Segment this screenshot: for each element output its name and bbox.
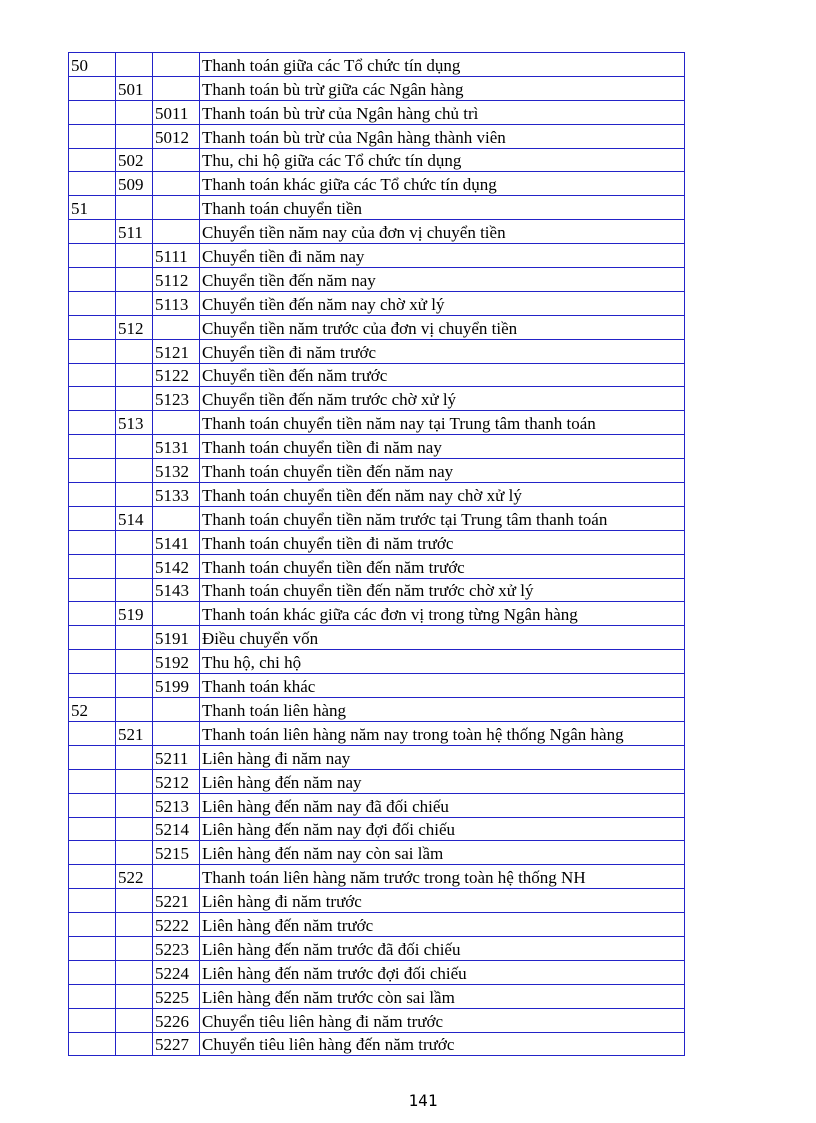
account-code-cell — [153, 506, 200, 530]
table-row — [69, 196, 685, 220]
account-code-cell — [153, 315, 200, 339]
account-group-cell: 501 — [116, 76, 153, 100]
account-name-cell: Thanh toán liên hàng — [200, 698, 685, 722]
account-name-cell: Liên hàng đến năm trước đợi đối chiếu — [200, 960, 685, 984]
table-row — [69, 268, 685, 292]
table-row — [69, 315, 685, 339]
table-row — [69, 889, 685, 913]
table-row — [69, 554, 685, 578]
account-name-cell: Thu hộ, chi hộ — [200, 650, 685, 674]
account-name-cell: Liên hàng đi năm nay — [200, 745, 685, 769]
table-row — [69, 936, 685, 960]
account-group-cell — [116, 984, 153, 1008]
account-code-cell — [153, 602, 200, 626]
account-group-cell — [116, 363, 153, 387]
table-row — [69, 411, 685, 435]
account-class-cell — [69, 244, 116, 268]
account-code-cell — [153, 172, 200, 196]
account-code-cell: 5141 — [153, 530, 200, 554]
account-group-cell — [116, 674, 153, 698]
table-row — [69, 339, 685, 363]
account-group-cell: 511 — [116, 220, 153, 244]
account-name-cell: Thanh toán chuyển tiền đến năm nay chờ xử lý — [200, 483, 685, 507]
account-code-cell: 5225 — [153, 984, 200, 1008]
account-group-cell — [116, 483, 153, 507]
account-class-cell — [69, 315, 116, 339]
account-name-cell: Liên hàng đến năm nay đã đối chiếu — [200, 793, 685, 817]
table-row — [69, 244, 685, 268]
account-group-cell: 502 — [116, 148, 153, 172]
account-group-cell — [116, 1032, 153, 1056]
account-name-cell: Chuyển tiêu liên hàng đi năm trước — [200, 1008, 685, 1032]
table-row — [69, 960, 685, 984]
account-code-cell: 5133 — [153, 483, 200, 507]
table-row — [69, 865, 685, 889]
account-class-cell: 50 — [69, 53, 116, 77]
account-class-cell — [69, 817, 116, 841]
account-code-cell: 5113 — [153, 291, 200, 315]
account-group-cell — [116, 889, 153, 913]
account-class-cell — [69, 483, 116, 507]
table-row — [69, 76, 685, 100]
account-code-cell: 5224 — [153, 960, 200, 984]
account-group-cell — [116, 53, 153, 77]
table-row — [69, 698, 685, 722]
account-group-cell: 509 — [116, 172, 153, 196]
account-group-cell: 514 — [116, 506, 153, 530]
account-name-cell: Chuyển tiền đi năm nay — [200, 244, 685, 268]
account-code-cell: 5123 — [153, 387, 200, 411]
account-group-cell — [116, 291, 153, 315]
account-class-cell — [69, 745, 116, 769]
account-group-cell — [116, 841, 153, 865]
table-row — [69, 435, 685, 459]
account-name-cell: Thanh toán bù trừ của Ngân hàng thành viên — [200, 124, 685, 148]
account-code-cell — [153, 148, 200, 172]
table-row — [69, 841, 685, 865]
table-row — [69, 793, 685, 817]
account-name-cell: Chuyển tiền đi năm trước — [200, 339, 685, 363]
account-code-cell: 5222 — [153, 913, 200, 937]
account-group-cell — [116, 626, 153, 650]
table-row — [69, 913, 685, 937]
account-name-cell: Chuyển tiền năm trước của đơn vị chuyển tiền — [200, 315, 685, 339]
account-class-cell — [69, 148, 116, 172]
account-group-cell — [116, 578, 153, 602]
table-row — [69, 53, 685, 77]
table-row — [69, 483, 685, 507]
account-code-cell — [153, 698, 200, 722]
account-name-cell: Thanh toán chuyển tiền đến năm trước chờ xử lý — [200, 578, 685, 602]
table-row — [69, 674, 685, 698]
account-group-cell: 512 — [116, 315, 153, 339]
account-name-cell: Thu, chi hộ giữa các Tổ chức tín dụng — [200, 148, 685, 172]
table-row — [69, 769, 685, 793]
account-name-cell: Chuyển tiền đến năm trước — [200, 363, 685, 387]
account-group-cell — [116, 769, 153, 793]
account-code-cell: 5213 — [153, 793, 200, 817]
account-class-cell — [69, 387, 116, 411]
account-class-cell — [69, 339, 116, 363]
account-group-cell — [116, 650, 153, 674]
table-row — [69, 220, 685, 244]
account-class-cell — [69, 960, 116, 984]
account-class-cell — [69, 984, 116, 1008]
table-row — [69, 626, 685, 650]
account-class-cell — [69, 363, 116, 387]
account-group-cell — [116, 459, 153, 483]
account-name-cell: Chuyển tiền năm nay của đơn vị chuyển tiền — [200, 220, 685, 244]
account-code-cell: 5191 — [153, 626, 200, 650]
account-code-cell: 5221 — [153, 889, 200, 913]
account-group-cell — [116, 387, 153, 411]
account-name-cell: Thanh toán chuyển tiền đi năm nay — [200, 435, 685, 459]
account-class-cell — [69, 1008, 116, 1032]
account-name-cell: Thanh toán chuyển tiền năm trước tại Trung tâm thanh toán — [200, 506, 685, 530]
account-code-cell — [153, 411, 200, 435]
account-code-cell: 5192 — [153, 650, 200, 674]
account-class-cell — [69, 530, 116, 554]
account-group-cell: 519 — [116, 602, 153, 626]
account-class-cell — [69, 841, 116, 865]
account-class-cell — [69, 578, 116, 602]
table-row — [69, 817, 685, 841]
account-name-cell: Thanh toán chuyển tiền năm nay tại Trung tâm thanh toán — [200, 411, 685, 435]
table-row — [69, 1032, 685, 1056]
account-code-cell: 5227 — [153, 1032, 200, 1056]
account-code-cell: 5215 — [153, 841, 200, 865]
account-group-cell — [116, 435, 153, 459]
account-code-cell: 5112 — [153, 268, 200, 292]
page-number: 141 — [408, 1091, 438, 1110]
account-code-cell: 5214 — [153, 817, 200, 841]
table-row — [69, 650, 685, 674]
account-name-cell: Liên hàng đến năm nay đợi đối chiếu — [200, 817, 685, 841]
account-group-cell — [116, 960, 153, 984]
account-class-cell — [69, 793, 116, 817]
account-class-cell — [69, 913, 116, 937]
account-code-cell — [153, 53, 200, 77]
account-class-cell — [69, 602, 116, 626]
account-code-cell: 5143 — [153, 578, 200, 602]
account-group-cell — [116, 554, 153, 578]
account-code-cell: 5223 — [153, 936, 200, 960]
account-name-cell: Thanh toán giữa các Tổ chức tín dụng — [200, 53, 685, 77]
account-class-cell — [69, 506, 116, 530]
account-code-cell: 5111 — [153, 244, 200, 268]
account-code-cell: 5011 — [153, 100, 200, 124]
account-group-cell — [116, 913, 153, 937]
account-class-cell — [69, 936, 116, 960]
account-name-cell: Liên hàng đến năm nay — [200, 769, 685, 793]
account-group-cell — [116, 1008, 153, 1032]
table-row — [69, 602, 685, 626]
table-row — [69, 291, 685, 315]
account-class-cell — [69, 220, 116, 244]
account-class-cell — [69, 100, 116, 124]
account-class-cell: 51 — [69, 196, 116, 220]
account-class-cell — [69, 865, 116, 889]
account-group-cell — [116, 530, 153, 554]
account-code-cell: 5012 — [153, 124, 200, 148]
account-name-cell: Thanh toán khác giữa các đơn vị trong từng Ngân hàng — [200, 602, 685, 626]
table-row — [69, 124, 685, 148]
account-class-cell — [69, 291, 116, 315]
account-class-cell — [69, 554, 116, 578]
account-class-cell — [69, 674, 116, 698]
account-name-cell: Thanh toán chuyển tiền đến năm trước — [200, 554, 685, 578]
account-name-cell: Liên hàng đi năm trước — [200, 889, 685, 913]
account-name-cell: Thanh toán liên hàng năm nay trong toàn hệ thống Ngân hàng — [200, 721, 685, 745]
account-name-cell: Liên hàng đến năm trước đã đối chiếu — [200, 936, 685, 960]
account-class-cell — [69, 76, 116, 100]
table-row — [69, 530, 685, 554]
account-code-cell: 5226 — [153, 1008, 200, 1032]
account-code-cell: 5211 — [153, 745, 200, 769]
account-code-cell — [153, 865, 200, 889]
account-name-cell: Thanh toán khác — [200, 674, 685, 698]
account-code-table-body — [69, 53, 685, 1056]
account-class-cell — [69, 172, 116, 196]
account-group-cell — [116, 339, 153, 363]
account-code-cell: 5132 — [153, 459, 200, 483]
account-name-cell: Thanh toán liên hàng năm trước trong toàn hệ thống NH — [200, 865, 685, 889]
account-name-cell: Thanh toán bù trừ của Ngân hàng chủ trì — [200, 100, 685, 124]
account-class-cell — [69, 721, 116, 745]
account-group-cell — [116, 100, 153, 124]
table-row — [69, 721, 685, 745]
account-name-cell: Liên hàng đến năm trước — [200, 913, 685, 937]
account-name-cell: Thanh toán chuyển tiền — [200, 196, 685, 220]
account-code-cell — [153, 721, 200, 745]
account-code-table — [68, 52, 685, 1056]
account-code-cell: 5212 — [153, 769, 200, 793]
account-name-cell: Thanh toán khác giữa các Tổ chức tín dụng — [200, 172, 685, 196]
account-class-cell — [69, 626, 116, 650]
account-name-cell: Chuyển tiền đến năm nay chờ xử lý — [200, 291, 685, 315]
table-row — [69, 363, 685, 387]
account-code-cell — [153, 76, 200, 100]
account-class-cell — [69, 435, 116, 459]
table-row — [69, 578, 685, 602]
account-class-cell — [69, 411, 116, 435]
table-row — [69, 459, 685, 483]
account-group-cell: 521 — [116, 721, 153, 745]
account-group-cell — [116, 817, 153, 841]
account-group-cell — [116, 268, 153, 292]
account-class-cell — [69, 1032, 116, 1056]
account-name-cell: Thanh toán chuyển tiền đi năm trước — [200, 530, 685, 554]
account-group-cell: 522 — [116, 865, 153, 889]
account-group-cell: 513 — [116, 411, 153, 435]
account-group-cell — [116, 244, 153, 268]
account-code-cell: 5142 — [153, 554, 200, 578]
table-row — [69, 172, 685, 196]
account-class-cell — [69, 769, 116, 793]
account-code-cell: 5199 — [153, 674, 200, 698]
account-name-cell: Điều chuyển vốn — [200, 626, 685, 650]
table-row — [69, 100, 685, 124]
account-group-cell — [116, 793, 153, 817]
account-group-cell — [116, 196, 153, 220]
account-name-cell: Chuyển tiền đến năm nay — [200, 268, 685, 292]
account-code-cell: 5122 — [153, 363, 200, 387]
account-class-cell — [69, 124, 116, 148]
account-code-cell: 5121 — [153, 339, 200, 363]
account-name-cell: Liên hàng đến năm nay còn sai lầm — [200, 841, 685, 865]
table-row — [69, 984, 685, 1008]
account-group-cell — [116, 936, 153, 960]
account-group-cell — [116, 124, 153, 148]
account-group-cell — [116, 745, 153, 769]
account-name-cell: Thanh toán chuyển tiền đến năm nay — [200, 459, 685, 483]
account-name-cell: Liên hàng đến năm trước còn sai lầm — [200, 984, 685, 1008]
account-name-cell: Chuyển tiêu liên hàng đến năm trước — [200, 1032, 685, 1056]
account-code-cell — [153, 220, 200, 244]
account-class-cell — [69, 889, 116, 913]
account-code-cell: 5131 — [153, 435, 200, 459]
table-row — [69, 1008, 685, 1032]
account-class-cell — [69, 650, 116, 674]
account-class-cell — [69, 268, 116, 292]
account-class-cell — [69, 459, 116, 483]
account-name-cell: Chuyển tiền đến năm trước chờ xử lý — [200, 387, 685, 411]
account-name-cell: Thanh toán bù trừ giữa các Ngân hàng — [200, 76, 685, 100]
table-row — [69, 387, 685, 411]
account-group-cell — [116, 698, 153, 722]
account-class-cell: 52 — [69, 698, 116, 722]
table-row — [69, 148, 685, 172]
table-row — [69, 745, 685, 769]
table-row — [69, 506, 685, 530]
account-code-cell — [153, 196, 200, 220]
